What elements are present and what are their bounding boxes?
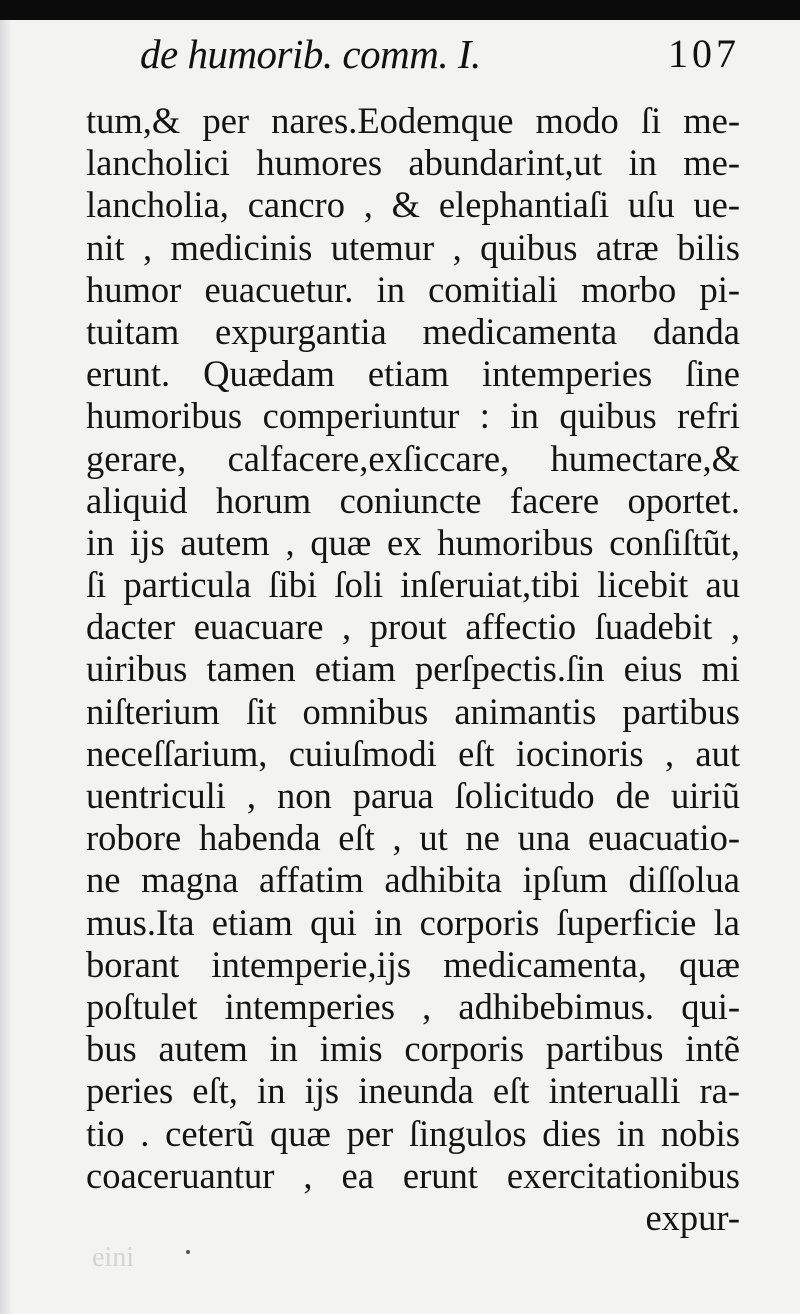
body-text xyxy=(86,100,740,1239)
running-head: de humorib. comm. I. xyxy=(140,31,481,77)
scan-left-margin xyxy=(0,20,12,1314)
text-line: bus autem in imis corporis partibus intẽ xyxy=(86,1028,740,1070)
scan-top-border xyxy=(0,0,800,20)
text-line: lancholici humores abundarint,ut in me- xyxy=(86,142,740,184)
catchword: expur- xyxy=(645,1196,740,1238)
text-line: poſtulet intemperies , adhibebimus. qui- xyxy=(86,985,740,1027)
text-line: peries eſt, in ijs ineunda eſt interualli ra- xyxy=(86,1070,740,1112)
text-line: lancholia, cancro , & elephantiaſi uſu ue- xyxy=(86,184,740,226)
text-line: neceſſarium, cuiuſmodi eſt iocinoris , aut xyxy=(86,732,740,774)
page-header xyxy=(140,24,740,84)
ink-speck xyxy=(186,1250,190,1254)
text-line: in ijs autem , quæ ex humoribus conſiſtũt, xyxy=(86,521,740,563)
text-line: mus.Ita etiam qui in corporis ſuperficie la xyxy=(86,901,740,943)
text-line: humor euacuetur. in comitiali morbo pi- xyxy=(86,268,740,310)
text-line: borant intemperie,ijs medicamenta, quæ xyxy=(86,943,740,985)
text-line: robore habenda eſt , ut ne una euacuatio- xyxy=(86,817,740,859)
text-line: aliquid horum coniuncte facere oportet. xyxy=(86,479,740,521)
text-line: nit , medicinis utemur , quibus atræ bilis xyxy=(86,226,740,268)
text-line: erunt. Quædam etiam intemperies ſine xyxy=(86,353,740,395)
text-line: gerare, calfacere,exſiccare, humectare,& xyxy=(86,437,740,479)
text-line: humoribus comperiuntur : in quibus refri xyxy=(86,395,740,437)
text-line: tuitam expurgantia medicamenta danda xyxy=(86,310,740,352)
text-line: tio . ceterũ quæ per ſingulos dies in nobis xyxy=(86,1112,740,1154)
text-line: tum,& per nares.Eodemque modo ſi me- xyxy=(86,100,740,141)
text-line: uentriculi , non parua ſolicitudo de uiriũ xyxy=(86,775,740,816)
text-line: coaceruantur , ea erunt exercitationibus xyxy=(86,1154,740,1196)
bleed-through-text: eini xyxy=(92,1242,134,1273)
text-line: ne magna affatim adhibita ipſum diſſolua xyxy=(86,859,740,901)
text-line: uiribus tamen etiam perſpectis.ſin eius mi xyxy=(86,648,740,690)
text-line: niſterium ſit omnibus animantis partibus xyxy=(86,690,740,732)
text-line: dacter euacuare , prout affectio ſuadebit , xyxy=(86,606,740,648)
text-line: ſi particula ſibi ſoli inſeruiat,tibi licebit au xyxy=(86,564,740,606)
page-number: 107 xyxy=(668,31,740,76)
